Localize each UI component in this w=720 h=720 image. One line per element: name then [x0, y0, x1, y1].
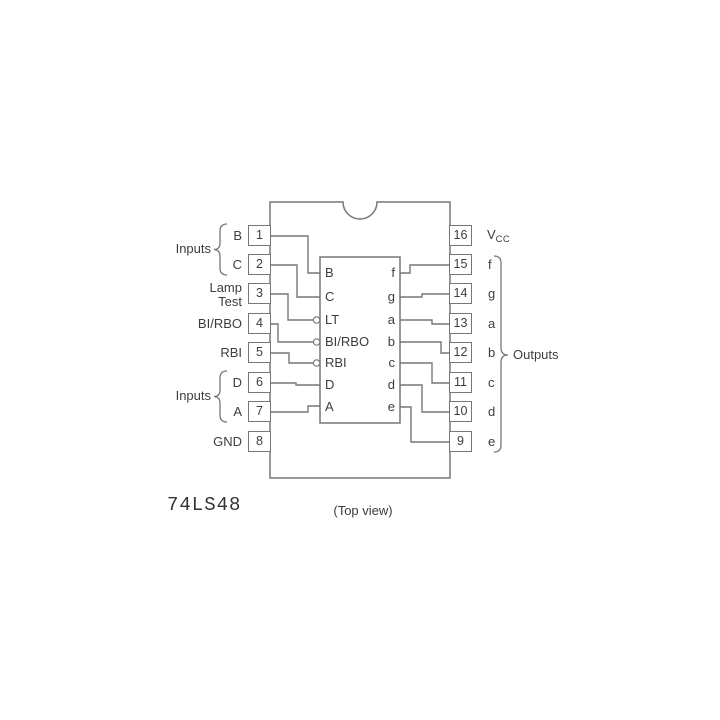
pin-14-label: g [488, 286, 496, 301]
pin-16-label [487, 227, 510, 243]
pin-12-label: b [488, 345, 496, 360]
block-output-d: d [387, 377, 395, 392]
outputs-group-label: Outputs [513, 347, 559, 362]
block-input-lt: LT [325, 312, 340, 327]
block-input-rbi: RBI [325, 355, 347, 370]
block-output-f: f [391, 265, 395, 280]
pin-16-box: 16 [449, 225, 472, 246]
block-input-d: D [325, 377, 335, 392]
vcc-subscript: CC [495, 234, 510, 245]
pin-12-box: 12 [449, 342, 472, 363]
pin-9-label: e [488, 434, 496, 449]
pin-5-box: 5 [248, 342, 271, 363]
pin-6-box: 6 [248, 372, 271, 393]
pin-11-box: 11 [449, 372, 472, 393]
pin-2-label: C [232, 257, 242, 272]
outputs-brace [494, 256, 508, 452]
vcc-main: V [487, 227, 496, 242]
block-input-a: A [325, 399, 334, 414]
pin-9-box: 9 [449, 431, 472, 452]
pin-4-box: 4 [248, 313, 271, 334]
pin-10-box: 10 [449, 401, 472, 422]
pin-3-label-line2: Test [218, 293, 242, 309]
block-output-e: e [387, 399, 395, 414]
block-output-b: b [387, 334, 395, 349]
block-output-c: c [388, 355, 395, 370]
inputs-group-label-bc: Inputs [175, 241, 211, 256]
pin-15-label: f [488, 257, 492, 272]
pin-4-label: BI/RBO [197, 316, 242, 331]
inverter-bubble-rbi [313, 360, 319, 366]
pin-7-label: A [233, 404, 242, 419]
inverter-bubble-lt [313, 317, 319, 323]
part-number: 74LS48 [167, 494, 242, 516]
pin-10-label: d [488, 404, 496, 419]
inverter-bubble-birbo [313, 339, 319, 345]
pin-13-box: 13 [449, 313, 472, 334]
pin-3-label [120, 281, 242, 308]
pin-3-label-line1: Lamp [209, 280, 242, 295]
block-output-a: a [387, 312, 395, 327]
pin-3-box: 3 [248, 283, 271, 304]
block-input-b: B [325, 265, 334, 280]
pin-13-label: a [488, 316, 496, 331]
pin-1-label: B [233, 228, 242, 243]
pin-14-box: 14 [449, 283, 472, 304]
pin-8-box: 8 [248, 431, 271, 452]
block-input-birbo: BI/RBO [325, 334, 370, 349]
inputs-group-label-da: Inputs [175, 388, 211, 403]
top-view-caption: (Top view) [333, 503, 393, 518]
block-input-c: C [325, 289, 335, 304]
block-output-g: g [387, 289, 395, 304]
pin-7-box: 7 [248, 401, 271, 422]
pin-2-box: 2 [248, 254, 271, 275]
pin-6-label: D [232, 375, 242, 390]
pin-15-box: 15 [449, 254, 472, 275]
pin-11-label: c [488, 375, 495, 390]
pin-5-label: RBI [220, 345, 242, 360]
pin-1-box: 1 [248, 225, 271, 246]
pin-8-label: GND [213, 434, 242, 449]
